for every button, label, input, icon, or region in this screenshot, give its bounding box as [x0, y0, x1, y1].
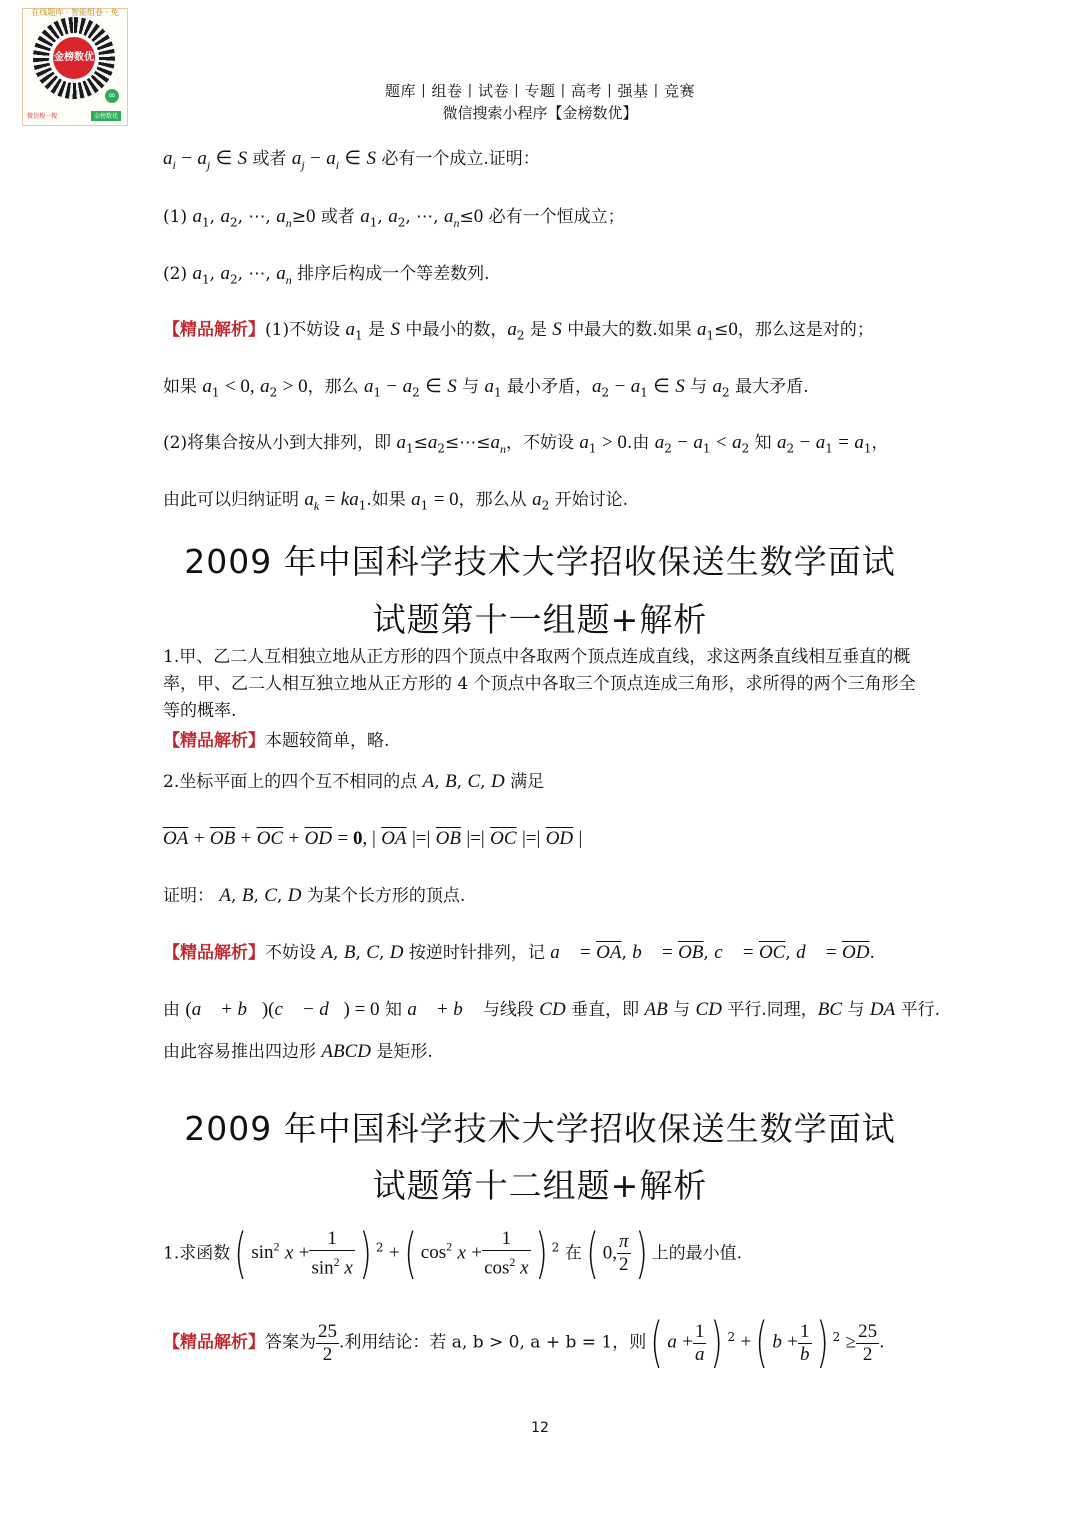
logo-bottom-left: 微信搜一搜: [27, 113, 58, 120]
text-line-6: (2)将集合按从小到大排列，即 $a_1\le a_2\le\cdots\le a_n$，不妨设 $a_1 > 0$.由 $a_2 - a_1 < a_2$ 知 $a_2 - a_1 = a_1$，: [163, 432, 889, 456]
question-prefix: 1.求函数: [163, 1243, 231, 1264]
logo-center-text: 金榜数优: [53, 37, 95, 79]
analysis-label: 【精品解析】: [163, 943, 265, 963]
header-subtitle: 微信搜索小程序【金榜数优】: [442, 104, 638, 122]
mini-program-icon: ∞: [105, 89, 119, 103]
section11-title-line1: 2009 年中国科学技术大学招收保送生数学面试: [184, 542, 896, 581]
section12-title-line2: 试题第十二组题+解析: [372, 1166, 708, 1205]
section11-question-2-prove: 证明： A, B, C, D 为某个长方形的顶点.: [163, 885, 466, 906]
section11-question-1: 1.甲、乙二人互相独立地从正方形的四个顶点中各取两个顶点连成直线，求这两条直线相互垂直的概率，甲、乙二人相互独立地从正方形的 4 个顶点中各取三个顶点连成三角形，求所得的两个三角形全等的概率.: [163, 647, 916, 721]
answer-suffix: .: [879, 1332, 885, 1353]
section11-answer-2-line2: 由 (a⃗ + b⃗)(c⃗ − d⃗) = 0 知 a⃗ + b⃗ 与线段 CD 垂直，即 AB 与 CD 平行.同理，BC 与 DA 平行.: [163, 999, 940, 1020]
text-line-5: 如果 $a_1 < 0$, $a_2 > 0$，那么 $a_1 - a_2$ ∈ S 与 $a_1$ 最小矛盾，$a_2 - a_1$ ∈ S 与 $a_2$ 最大矛盾.: [163, 376, 809, 400]
text-line-7: 由此可以归纳证明 $a_k = ka_1$.如果 $a_1 = 0$，那么从 $a_2$ 开始讨论.: [163, 489, 629, 513]
page-number: 12: [531, 1420, 549, 1436]
section11-question-2: 2.坐标平面上的四个互不相同的点 A, B, C, D 满足: [163, 771, 545, 792]
question-mid: 在: [564, 1243, 582, 1264]
section11-answer-1: [163, 729, 389, 753]
section11-question-2-equation: $\overline{OA} + \overline{OB} + \overline{OC} + \overline{OD} = 0$, | $\overline{OA}$ |=| $\overline{OB}$ |=| $\overline{OC}$ |=| $\overline{OD}$ |: [163, 828, 583, 849]
text-line-2: (1) $a_1$, $a_2$, ⋯, $a_n\ge 0$ 或者 $a_1$, $a_2$, ⋯, $a_n\le 0$ 必有一个恒成立；: [163, 206, 625, 230]
text-line-3: (2) $a_1$, $a_2$, ⋯, $a_n$ 排序后构成一个等差数列.: [163, 263, 490, 287]
logo-bottom-right: 金榜数优: [91, 111, 121, 121]
section12-title-line1: 2009 年中国科学技术大学招收保送生数学面试: [184, 1109, 896, 1148]
question-suffix: 上的最小值.: [651, 1243, 743, 1264]
answer-mid: .利用结论：若 a, b > 0, a + b = 1，则: [339, 1332, 647, 1353]
text-line-4: 【精品解析】(1)不妨设 $a_1$ 是 S 中最小的数，$a_2$ 是 S 中最大的数.如果 $a_1\le 0$，那么这是对的；: [163, 319, 874, 343]
text-line-1: $a_i - a_j$ ∈ S 或者 $a_j - a_i$ ∈ S 必有一个成立.证明：: [163, 148, 540, 172]
analysis-label: 【精品解析】: [163, 731, 265, 751]
section11-title-line2: 试题第十一组题+解析: [372, 600, 708, 639]
section11-answer-2: 【精品解析】不妨设 A, B, C, D 按逆时针排列，记 a⃗ = $\overline{OA}$, b⃗ = $\overline{OB}$, c⃗ = $\overline{OC}$, d⃗ = $\overline{OD}$.: [163, 942, 875, 963]
section12-question-1: 1.求函数( $\sin^2 x$ + $\frac{1}{\sin^2 x}$ ) $^2$ +( $\cos^2 x$ + $\frac{1}{\cos^2 x}$ ) $^2$ 在( 0, $\frac{\pi}{2}$ ) 上的最小值.: [163, 1221, 743, 1285]
header-nav: 题库丨组卷丨试卷丨专题丨高考丨强基丨竞赛: [384, 82, 695, 100]
answer-text: 本题较简单，略.: [265, 731, 390, 751]
answer-prefix: 答案为: [265, 1332, 316, 1353]
section11-answer-2-line3: 由此容易推出四边形 ABCD 是矩形.: [163, 1041, 433, 1062]
section12-answer-1: 【精品解析】答案为 $\frac{25}{2}$ .利用结论：若 a, b > 0, a + b = 1，则( a + $\frac{1}{a}$ ) $^2$ +( b + $\frac{1}{b}$ ) $^2$ ≥ $\frac{25}{2}$ .: [163, 1311, 885, 1375]
analysis-label: 【精品解析】: [163, 320, 265, 340]
logo-arc-text: 在线题库 · 智能组卷 · 免: [31, 8, 119, 17]
analysis-label: 【精品解析】: [163, 1332, 265, 1353]
